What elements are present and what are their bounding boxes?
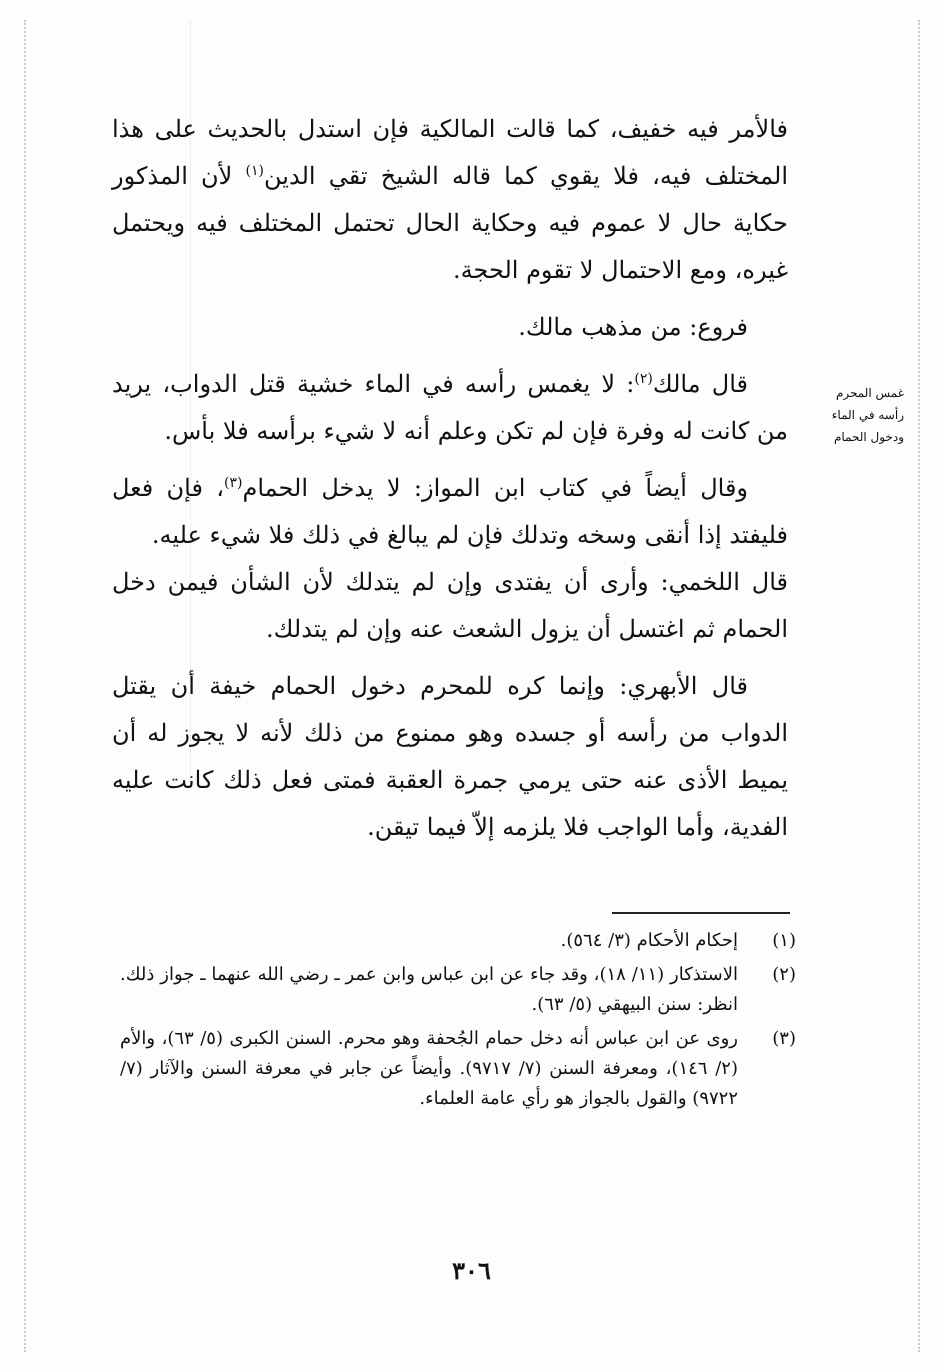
footnote-ref-3[interactable]: (٣) [224, 475, 243, 491]
footnote-ref-2[interactable]: (٢) [634, 371, 653, 387]
paragraph-3 [112, 465, 788, 559]
footnotes [120, 926, 796, 1118]
footnote-ref-1[interactable]: (١) [245, 163, 265, 179]
footnote-number: (٢) [772, 964, 796, 985]
margin-note-line-1: غمس المحرم [835, 386, 904, 400]
footnote-number: (٣) [772, 1028, 796, 1049]
paragraph-2-rest: : لا يغمس رأسه في الماء خشية قتل الدواب، يريد من كانت له وفرة فإن لم تكن وعلم أنه لا شيء برأسه فلا بأس. [112, 370, 788, 445]
scan-edge-left [24, 20, 26, 1352]
margin-note [792, 382, 904, 448]
paragraph-2-start: قال مالك [652, 370, 749, 398]
paragraph-3-rest: ، فإن فعل فليفتد إذا أنقى وسخه وتدلك فإن لم يبالغ في ذلك فلا شيء عليه. [112, 474, 788, 549]
paragraph-1 [112, 106, 788, 294]
paragraph-4: قال اللخمي: وأرى أن يفتدى وإن لم يتدلك لأن الشأن فيمن دخل الحمام ثم اغتسل أن يزول الشعث عنه وإن لم يتدلك. [112, 568, 788, 643]
margin-note-line-2: رأسه في الماء [831, 408, 904, 422]
footnote-separator [612, 912, 790, 914]
footnote-text: روى عن ابن عباس أنه دخل حمام الجُحفة وهو محرم. السنن الكبرى (٥/ ٦٣)، والأم (٢/ ١٤٦)، ومعرفة السنن (٧/ ٩٧١٧). وأيضاً عن جابر في معرفة السنن والآثار (٧/ ٩٧٢٢) والقول بالجواز هو رأي عامة العلماء. [120, 1028, 738, 1109]
page-number: ٣٠٦ [452, 1256, 491, 1285]
paragraph-3-start: وقال أيضاً في كتاب ابن المواز: لا يدخل الحمام [242, 474, 749, 502]
footnote-text: إحكام الأحكام (٣/ ٥٦٤). [560, 930, 738, 951]
footnote-3 [120, 1024, 796, 1114]
footnote-1 [120, 926, 796, 956]
footnote-text: الاستذكار (١١/ ١٨)، وقد جاء عن ابن عباس وابن عمر ـ رضي الله عنهما ـ جواز ذلك. انظر: سنن البيهقي (٥/ ٦٣). [120, 964, 739, 1015]
paragraph-1-continuation: لأن المذكور حكاية حال لا عموم فيه وحكاية الحال تحتمل المختلف فيه ويحتمل غيره، ومع الاحتمال لا تقوم الحجة. [112, 162, 788, 284]
section-heading: فروع: من مذهب مالك. [518, 313, 748, 341]
footnote-2 [120, 960, 796, 1020]
margin-note-line-3: ودخول الحمام [833, 430, 904, 444]
scan-edge-right [918, 20, 920, 1352]
paragraph-5: قال الأبهري: وإنما كره للمحرم دخول الحمام خيفة أن يقتل الدواب من رأسه أو جسده وهو ممنوع من ذلك لأنه لا يجوز له أن يميط الأذى عنه حتى يرمي جمرة العقبة فمتى فعل ذلك كانت عليه الفدية، وأما الواجب فلا يلزمه إلاّ فيما تيقن. [112, 672, 788, 841]
main-text [112, 106, 788, 851]
paragraph-2 [112, 361, 788, 455]
footnote-number: (١) [772, 930, 796, 951]
paragraph-1-text: فالأمر فيه خفيف، كما قالت المالكية فإن استدل بالحديث على هذا المختلف فيه، فلا يقوي كما قاله الشيخ تقي الدين [112, 115, 789, 190]
